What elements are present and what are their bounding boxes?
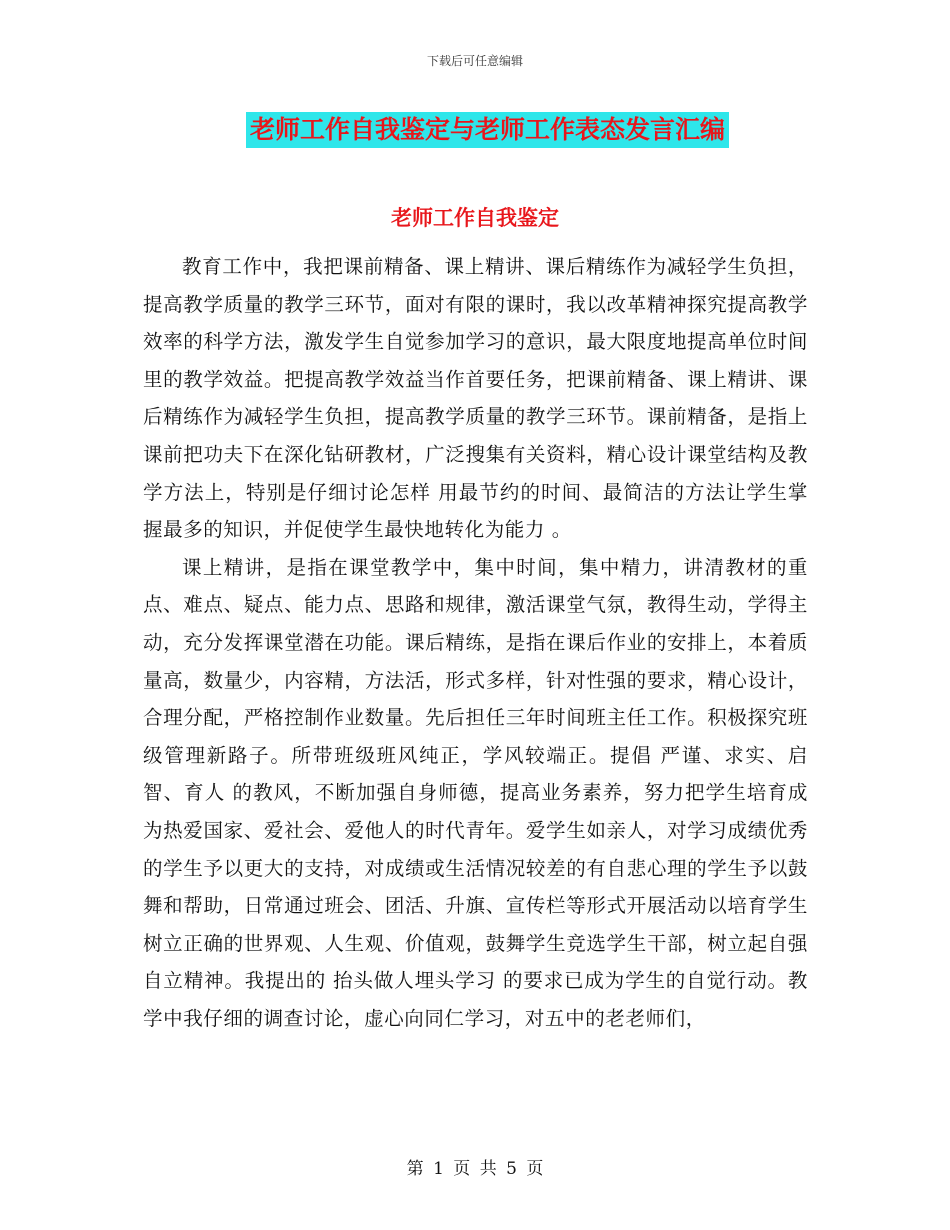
document-title: 老师工作自我鉴定与老师工作表态发言汇编 bbox=[246, 112, 729, 148]
page-number-footer: 第 1 页 共 5 页 bbox=[406, 1159, 544, 1179]
page-header-note: 下载后可任意编辑 bbox=[426, 54, 523, 68]
document-body bbox=[143, 248, 808, 1037]
paragraph: 教育工作中，我把课前精备、课上精讲、课后精练作为减轻学生负担，提高教学质量的教学三环节，面对有限的课时，我以改革精神探究提高教学效率的科学方法，激发学生自觉参加学习的意识，最大限度地提高单位时间里的教学效益。把提高教学效益当作首要任务，把课前精备、课上精讲、课后精练作为减轻学生负担，提高教学质量的教学三环节。课前精备，是指上课前把功夫下在深化钻研教材，广泛搜集有关资料，精心设计课堂结构及教学方法上，特别是仔细讨论怎样 用最节约的时间、最简洁的方法让学生掌握最多的知识，并促使学生最快地转化为能力 。 bbox=[143, 255, 808, 542]
section-heading: 老师工作自我鉴定 bbox=[391, 206, 559, 230]
paragraph: 课上精讲，是指在课堂教学中，集中时间，集中精力，讲清教材的重点、难点、疑点、能力点、思路和规律，激活课堂气氛，教得生动，学得主动，充分发挥课堂潜在功能。课后精练，是指在课后作业的安排上，本着质量高，数量少，内容精，方法活，形式多样，针对性强的要求，精心设计，合理分配，严格控制作业数量。先后担任三年时间班主任工作。积极探究班级管理新路子。所带班级班风纯正，学风较端正。提倡 严谨、求实、启智、育人 的教风，不断加强自身师德，提高业务素养，努力把学生培育成为热爱国家、爱社会、爱他人的时代青年。爱学生如亲人，对学习成绩优秀的学生予以更大的支持，对成绩或生活情况较差的有自悲心理的学生予以鼓舞和帮助，日常通过班会、团活、升旗、宣传栏等形式开展活动以培育学生树立正确的世界观、人生观、价值观，鼓舞学生竞选学生干部，树立起自强自立精神。我提出的 抬头做人埋头学习 的要求已成为学生的自觉行动。教学中我仔细的调查讨论，虚心向同仁学习，对五中的老老师们， bbox=[143, 555, 808, 1030]
